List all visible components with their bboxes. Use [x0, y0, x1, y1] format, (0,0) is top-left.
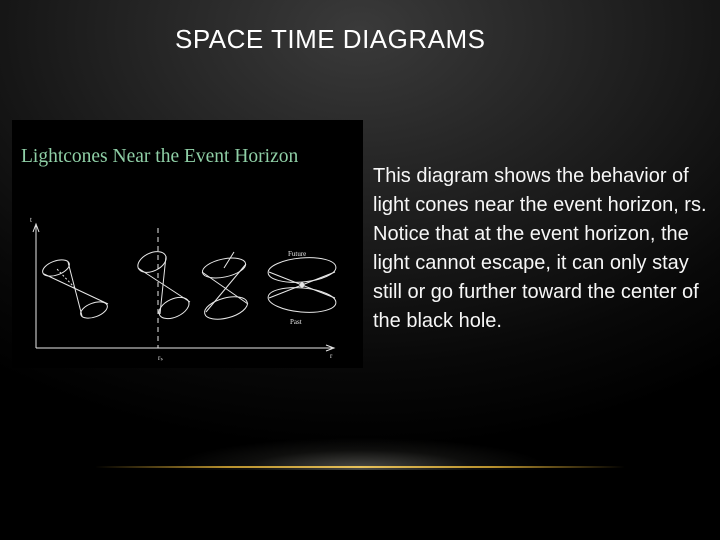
bottom-glow [110, 420, 610, 470]
slide-title: SPACE TIME DIAGRAMS [175, 24, 486, 54]
time-axis-label: t [30, 216, 32, 224]
horizon-label: rₛ [158, 354, 163, 362]
lightcone-figure [12, 120, 363, 368]
lightcone-far [40, 257, 109, 322]
future-label: Future [288, 250, 307, 258]
figure-title: Lightcones Near the Event Horizon [21, 146, 299, 167]
lightcone-horizon [135, 248, 193, 323]
lightcone-inside [201, 252, 250, 323]
radius-axis-label: r [330, 352, 333, 360]
slide-body-text: This diagram shows the behavior of light cones near the event horizon, rs. Notice that at the event horizon, the light cannot escape, it can only stay still or go further toward the center of the black hole. [373, 165, 707, 332]
gold-divider-line [95, 466, 625, 468]
lightcone-diagram [12, 120, 363, 368]
past-label: Past [290, 318, 302, 326]
lightcone-deep [267, 255, 337, 315]
